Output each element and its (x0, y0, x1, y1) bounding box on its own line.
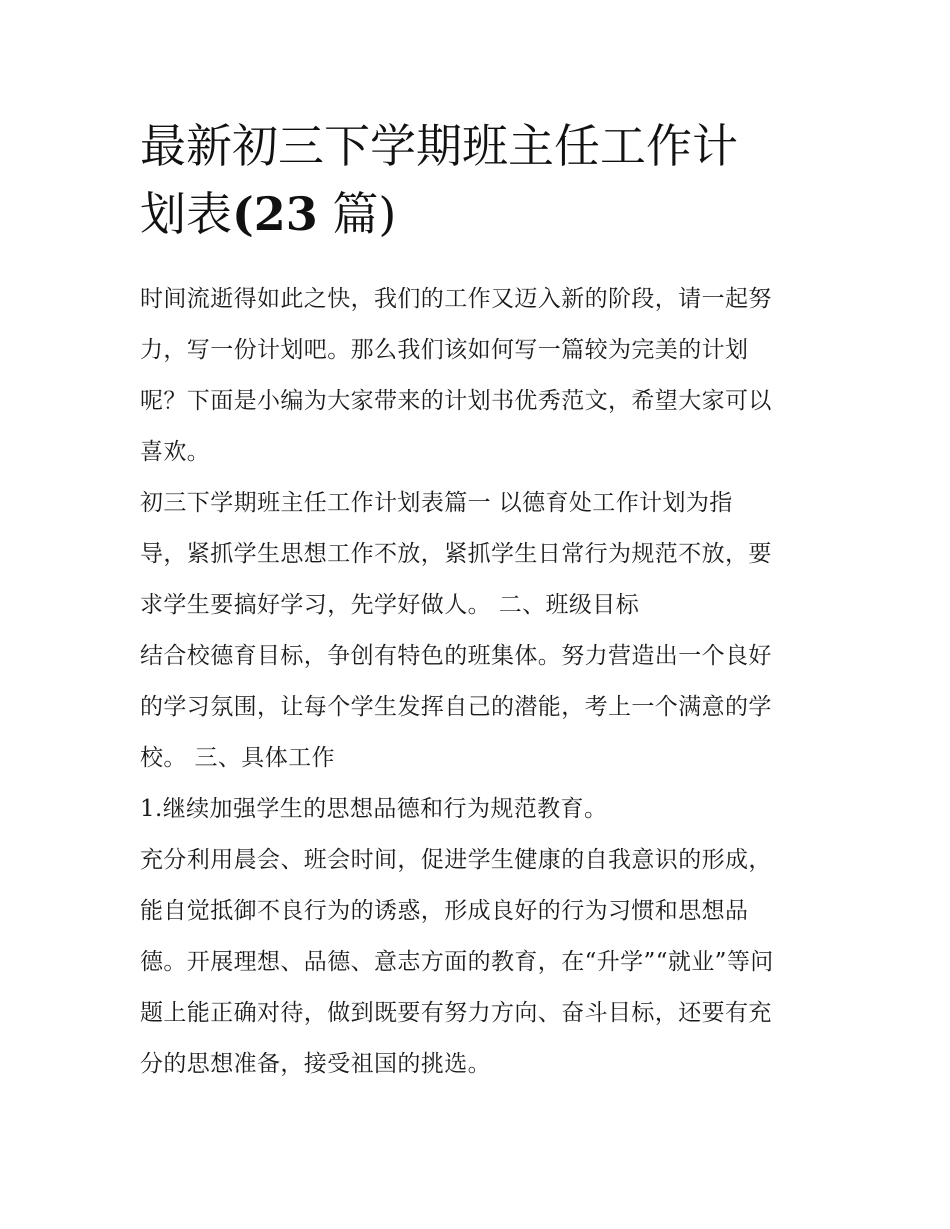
body-line: 能自觉抵御不良行为的诱惑，形成良好的行为习惯和思想品 (140, 898, 749, 924)
title-line-1: 最新初三下学期班主任工作计 (140, 119, 738, 173)
body-line: 力，写一份计划吧。那么我们该如何写一篇较为完美的计划 (140, 337, 749, 363)
body-line: 结合校德育目标，争创有特色的班集体。努力营造出一个良好 (140, 643, 772, 669)
title-suffix: 篇) (317, 187, 397, 241)
body-line: 求学生要搞好学习，先学好做人。 二、班级目标 (140, 592, 640, 618)
body-line: 喜欢。 (140, 439, 211, 465)
body-line: 呢？下面是小编为大家带来的计划书优秀范文，希望大家可以 (140, 388, 772, 414)
body-line: 分的思想准备，接受祖国的挑选。 (140, 1051, 491, 1077)
document-title (140, 112, 820, 248)
document-body (140, 274, 820, 1090)
body-line: 校。 三、具体工作 (140, 745, 335, 771)
body-line: 的学习氛围，让每个学生发挥自己的潜能，考上一个满意的学 (140, 694, 772, 720)
body-line: 初三下学期班主任工作计划表篇一 以德育处工作计划为指 (140, 490, 733, 516)
body-line: 导，紧抓学生思想工作不放，紧抓学生日常行为规范不放，要 (140, 541, 772, 567)
body-line: 题上能正确对待，做到既要有努力方向、奋斗目标，还要有充 (140, 1000, 772, 1026)
body-line: 德。开展理想、品德、意志方面的教育，在“升学”“就业”等问 (140, 949, 774, 975)
title-line-2 (140, 180, 820, 248)
title-line-2-text: 划表 (140, 187, 232, 241)
body-line: 1.继续加强学生的思想品德和行为规范教育。 (140, 796, 608, 822)
title-count: (23 (232, 187, 318, 241)
body-line: 充分利用晨会、班会时间，促进学生健康的自我意识的形成， (140, 847, 772, 873)
body-line: 时间流逝得如此之快，我们的工作又迈入新的阶段，请一起努 (140, 286, 772, 312)
